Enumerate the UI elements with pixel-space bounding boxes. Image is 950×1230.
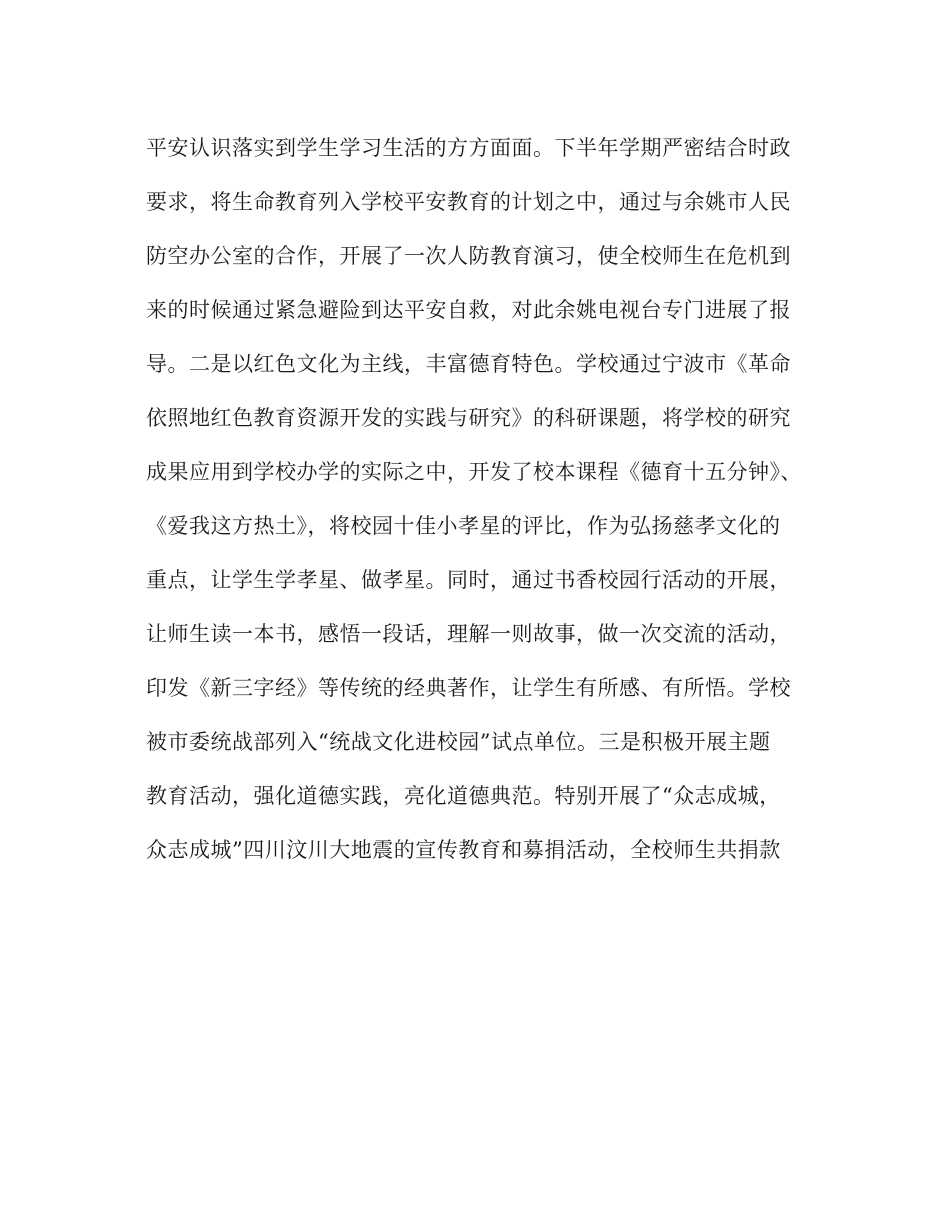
text-line: 印发《新三字经》等传统的经典著作，让学生有所感、有所悟。学校 xyxy=(146,676,791,700)
text-line: 众志成城”四川汶川大地震的宣传教育和募捐活动，全校师生共捐款 xyxy=(146,838,781,862)
text-line: 重点，让学生学孝星、做孝星。同时，通过书香校园行活动的开展， xyxy=(146,568,791,592)
text-line: 被市委统战部列入“统战文化进校园”试点单位。三是积极开展主题 xyxy=(146,730,771,754)
text-line: 成果应用到学校办学的实际之中，开发了校本课程《德育十五分钟》、 xyxy=(146,460,802,484)
text-line: 导。二是以红色文化为主线，丰富德育特色。学校通过宁波市《革命 xyxy=(146,352,791,376)
text-line: 让师生读一本书，感悟一段话，理解一则故事，做一次交流的活动， xyxy=(146,622,791,646)
text-line: 要求，将生命教育列入学校平安教育的计划之中，通过与余姚市人民 xyxy=(146,190,791,214)
text-line: 平安认识落实到学生学习生活的方方面面。下半年学期严密结合时政 xyxy=(146,136,791,160)
text-line: 教育活动，强化道德实践，亮化道德典范。特别开展了“众志成城， xyxy=(146,784,781,808)
text-line: 防空办公室的合作，开展了一次人防教育演习，使全校师生在危机到 xyxy=(146,244,791,268)
text-line: 依照地红色教育资源开发的实践与研究》的科研课题，将学校的研究 xyxy=(146,406,791,430)
body-text xyxy=(146,121,846,877)
text-line: 来的时候通过紧急避险到达平安自救，对此余姚电视台专门进展了报 xyxy=(146,298,791,322)
text-line: 《爱我这方热土》，将校园十佳小孝星的评比，作为弘扬慈孝文化的 xyxy=(146,514,781,538)
